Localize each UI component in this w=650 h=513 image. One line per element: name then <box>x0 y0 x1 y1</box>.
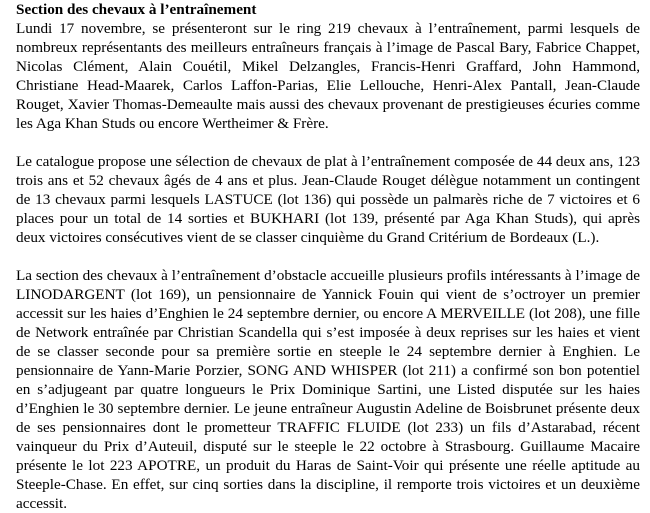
section-title: Section des chevaux à l’entraînement <box>16 1 257 18</box>
paragraph-jump-racing: La section des chevaux à l’entraînement d’obstacle accueille plusieurs profils intéressants à l’image de LINODARGENT (lot 169), un pensionnaire de Yannick Fouin qui vient de s’octroyer un premier accessit sur les haies d’Enghien le 24 septembre dernier, ou encore A MERVEILLE (lot 208), une fille de Network entraînée par Christian Scandella qui s’est imposée à deux reprises sur les haies et vient de se classer seconde pour sa première sortie en steeple le 24 septembre dernier à Enghien. Le pensionnaire de Yann-Marie Porzier, SONG AND WHISPER (lot 211) a confirmé son bon potentiel en s’adjugeant par quatre longueurs le Prix Dominique Sartini, une Listed disputée sur les haies d’Enghien le 30 septembre dernier. Le jeune entraîneur Augustin Adeline de Boisbrunet présente deux de ses pensionnaires dont le prometteur TRAFFIC FLUIDE (lot 233) un fils d’Astarabad, récent vainqueur du Prix d’Auteuil, disputé sur le steeple le 22 octobre à Strasbourg. Guillaume Macaire présente le lot 223 APOTRE, un produit du Haras de Saint-Voir qui présente une réelle aptitude au Steeple-Chase. En effet, sur cinq sorties dans la discipline, il remporte trois victoires et un deuxième accessit. <box>16 267 640 512</box>
paragraph-intro: Lundi 17 novembre, se présenteront sur le ring 219 chevaux à l’entraînement, parmi lesquels de nombreux représentants des meilleurs entraîneurs français à l’image de Pascal Bary, Fabrice Chappet, Nicolas Clément, Alain Couétil, Mikel Delzangles, Francis-Henri Graffard, John Hammond, Christiane Head-Maarek, Carlos Laffon-Parias, Elie Lellouche, Henri-Alex Pantall, Jean-Claude Rouget, Xavier Thomas-Demeaulte mais aussi des chevaux provenant de prestigieuses écuries comme les Aga Khan Studs ou encore Wertheimer & Frère. <box>16 20 640 132</box>
paragraph-flat-racing: Le catalogue propose une sélection de chevaux de plat à l’entraînement composée de 44 deux ans, 123 trois ans et 52 chevaux âgés de 4 ans et plus. Jean-Claude Rouget délègue notamment un contingent de 13 chevaux parmi lesquels LASTUCE (lot 136) qui possède un palmarès riche de 7 victoires et 6 places pour un total de 14 sorties et BUKHARI (lot 139, présenté par Aga Khan Studs), qui après deux victoires consécutives vient de se classer cinquième du Grand Critérium de Bordeaux (L.). <box>16 153 640 246</box>
